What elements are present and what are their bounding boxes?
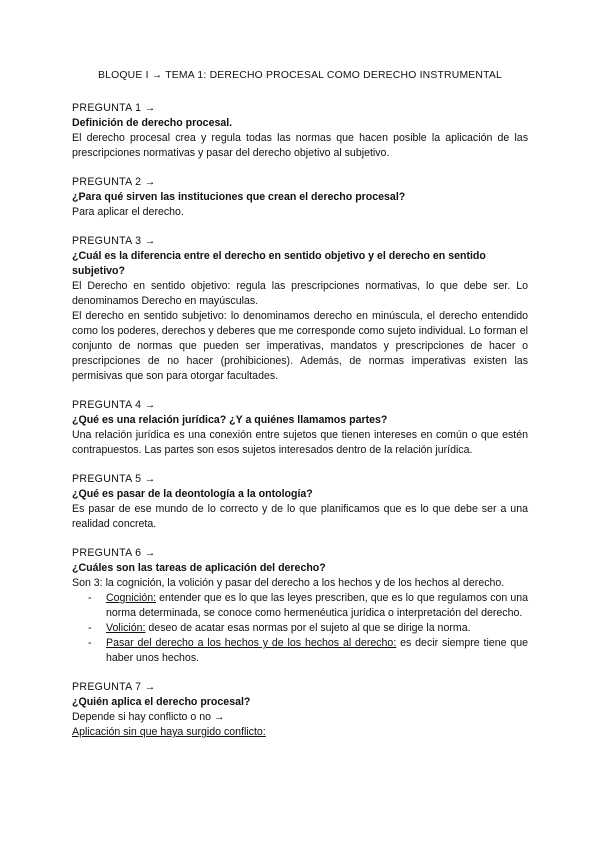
question-1 bbox=[72, 101, 528, 161]
question-3 bbox=[72, 234, 528, 384]
answer-text: Una relación jurídica es una conexión entre sujetos que tienen intereses en común o que estén contrapuestos. Las partes son esos sujetos interesados dentro de la relación jurídica. bbox=[72, 429, 528, 456]
list-item bbox=[106, 636, 528, 666]
list-item bbox=[106, 591, 528, 621]
answer-text: El derecho procesal crea y regula todas las normas que hacen posible la aplicación de las prescripciones normativas y pasar del derecho objetivo al subjetivo. bbox=[72, 132, 528, 159]
document-title: BLOQUE I → TEMA 1: DERECHO PROCESAL COMO DERECHO INSTRUMENTAL bbox=[97, 70, 503, 81]
list-item bbox=[106, 621, 528, 636]
list-item-term: Volición: bbox=[106, 622, 146, 634]
list-item-text: deseo de acatar esas normas por el sujeto al que se dirige la norma. bbox=[145, 622, 471, 634]
question-heading: ¿Para qué sirven las instituciones que crean el derecho procesal? bbox=[72, 191, 406, 203]
answer-text: Para aplicar el derecho. bbox=[72, 206, 184, 218]
answer-text: El Derecho en sentido objetivo: regula las prescripciones normativas, lo que debe ser. Lo denominamos Derecho en mayúsculas. bbox=[72, 280, 528, 307]
answer-text: Son 3: la cognición, la volición y pasar del derecho a los hechos y de los hechos al derecho. bbox=[72, 577, 505, 589]
question-heading: ¿Qué es una relación jurídica? ¿Y a quiénes llamamos partes? bbox=[72, 414, 388, 426]
question-heading: ¿Quién aplica el derecho procesal? bbox=[72, 696, 251, 708]
question-number: PREGUNTA 6 → bbox=[72, 547, 156, 559]
list-item-term: Pasar del derecho a los hechos y de los hechos al derecho: bbox=[106, 637, 397, 649]
list-item-text: es decir siempre tiene que haber unos hechos. bbox=[106, 637, 528, 664]
question-number: PREGUNTA 5 → bbox=[72, 473, 156, 485]
subheading: Aplicación sin que haya surgido conflicto: bbox=[72, 726, 266, 738]
question-2 bbox=[72, 175, 528, 220]
tasks-list bbox=[72, 591, 528, 666]
question-heading: ¿Qué es pasar de la deontología a la ontología? bbox=[72, 488, 313, 500]
question-5 bbox=[72, 472, 528, 532]
list-item-text: entender que es lo que las leyes prescriben, que es lo que regulamos con una norma determinada, se conoce como hermenéutica jurídica o interpretación del derecho. bbox=[106, 592, 528, 619]
question-number: PREGUNTA 1 → bbox=[72, 102, 156, 114]
question-4 bbox=[72, 398, 528, 458]
question-number: PREGUNTA 4 → bbox=[72, 399, 156, 411]
list-item-term: Cognición: bbox=[106, 592, 157, 604]
question-7 bbox=[72, 680, 528, 740]
question-6 bbox=[72, 546, 528, 666]
question-number: PREGUNTA 2 → bbox=[72, 176, 156, 188]
question-number: PREGUNTA 7 → bbox=[72, 681, 156, 693]
question-heading: ¿Cuál es la diferencia entre el derecho en sentido objetivo y el derecho en sentido subjetivo? bbox=[72, 250, 486, 277]
answer-text: Es pasar de ese mundo de lo correcto y de lo que planificamos que es lo que debe ser a una realidad concreta. bbox=[72, 503, 528, 530]
answer-text: El derecho en sentido subjetivo: lo denominamos derecho en minúscula, el derecho entendido como los poderes, derechos y deberes que me corresponde como sujeto individual. Lo forman el conjunto de normas que pueden ser imperativas, mandatos y prescripciones de hacer o prescripciones de no hacer (prohibiciones). Además, de normas imperativas existen las permisivas que son para otorgar facultades. bbox=[72, 310, 528, 382]
question-heading: ¿Cuáles son las tareas de aplicación del derecho? bbox=[72, 562, 326, 574]
question-number: PREGUNTA 3 → bbox=[72, 235, 156, 247]
answer-text: Depende si hay conflicto o no → bbox=[72, 711, 225, 723]
question-heading: Definición de derecho procesal. bbox=[72, 117, 233, 129]
document-page bbox=[72, 68, 528, 754]
